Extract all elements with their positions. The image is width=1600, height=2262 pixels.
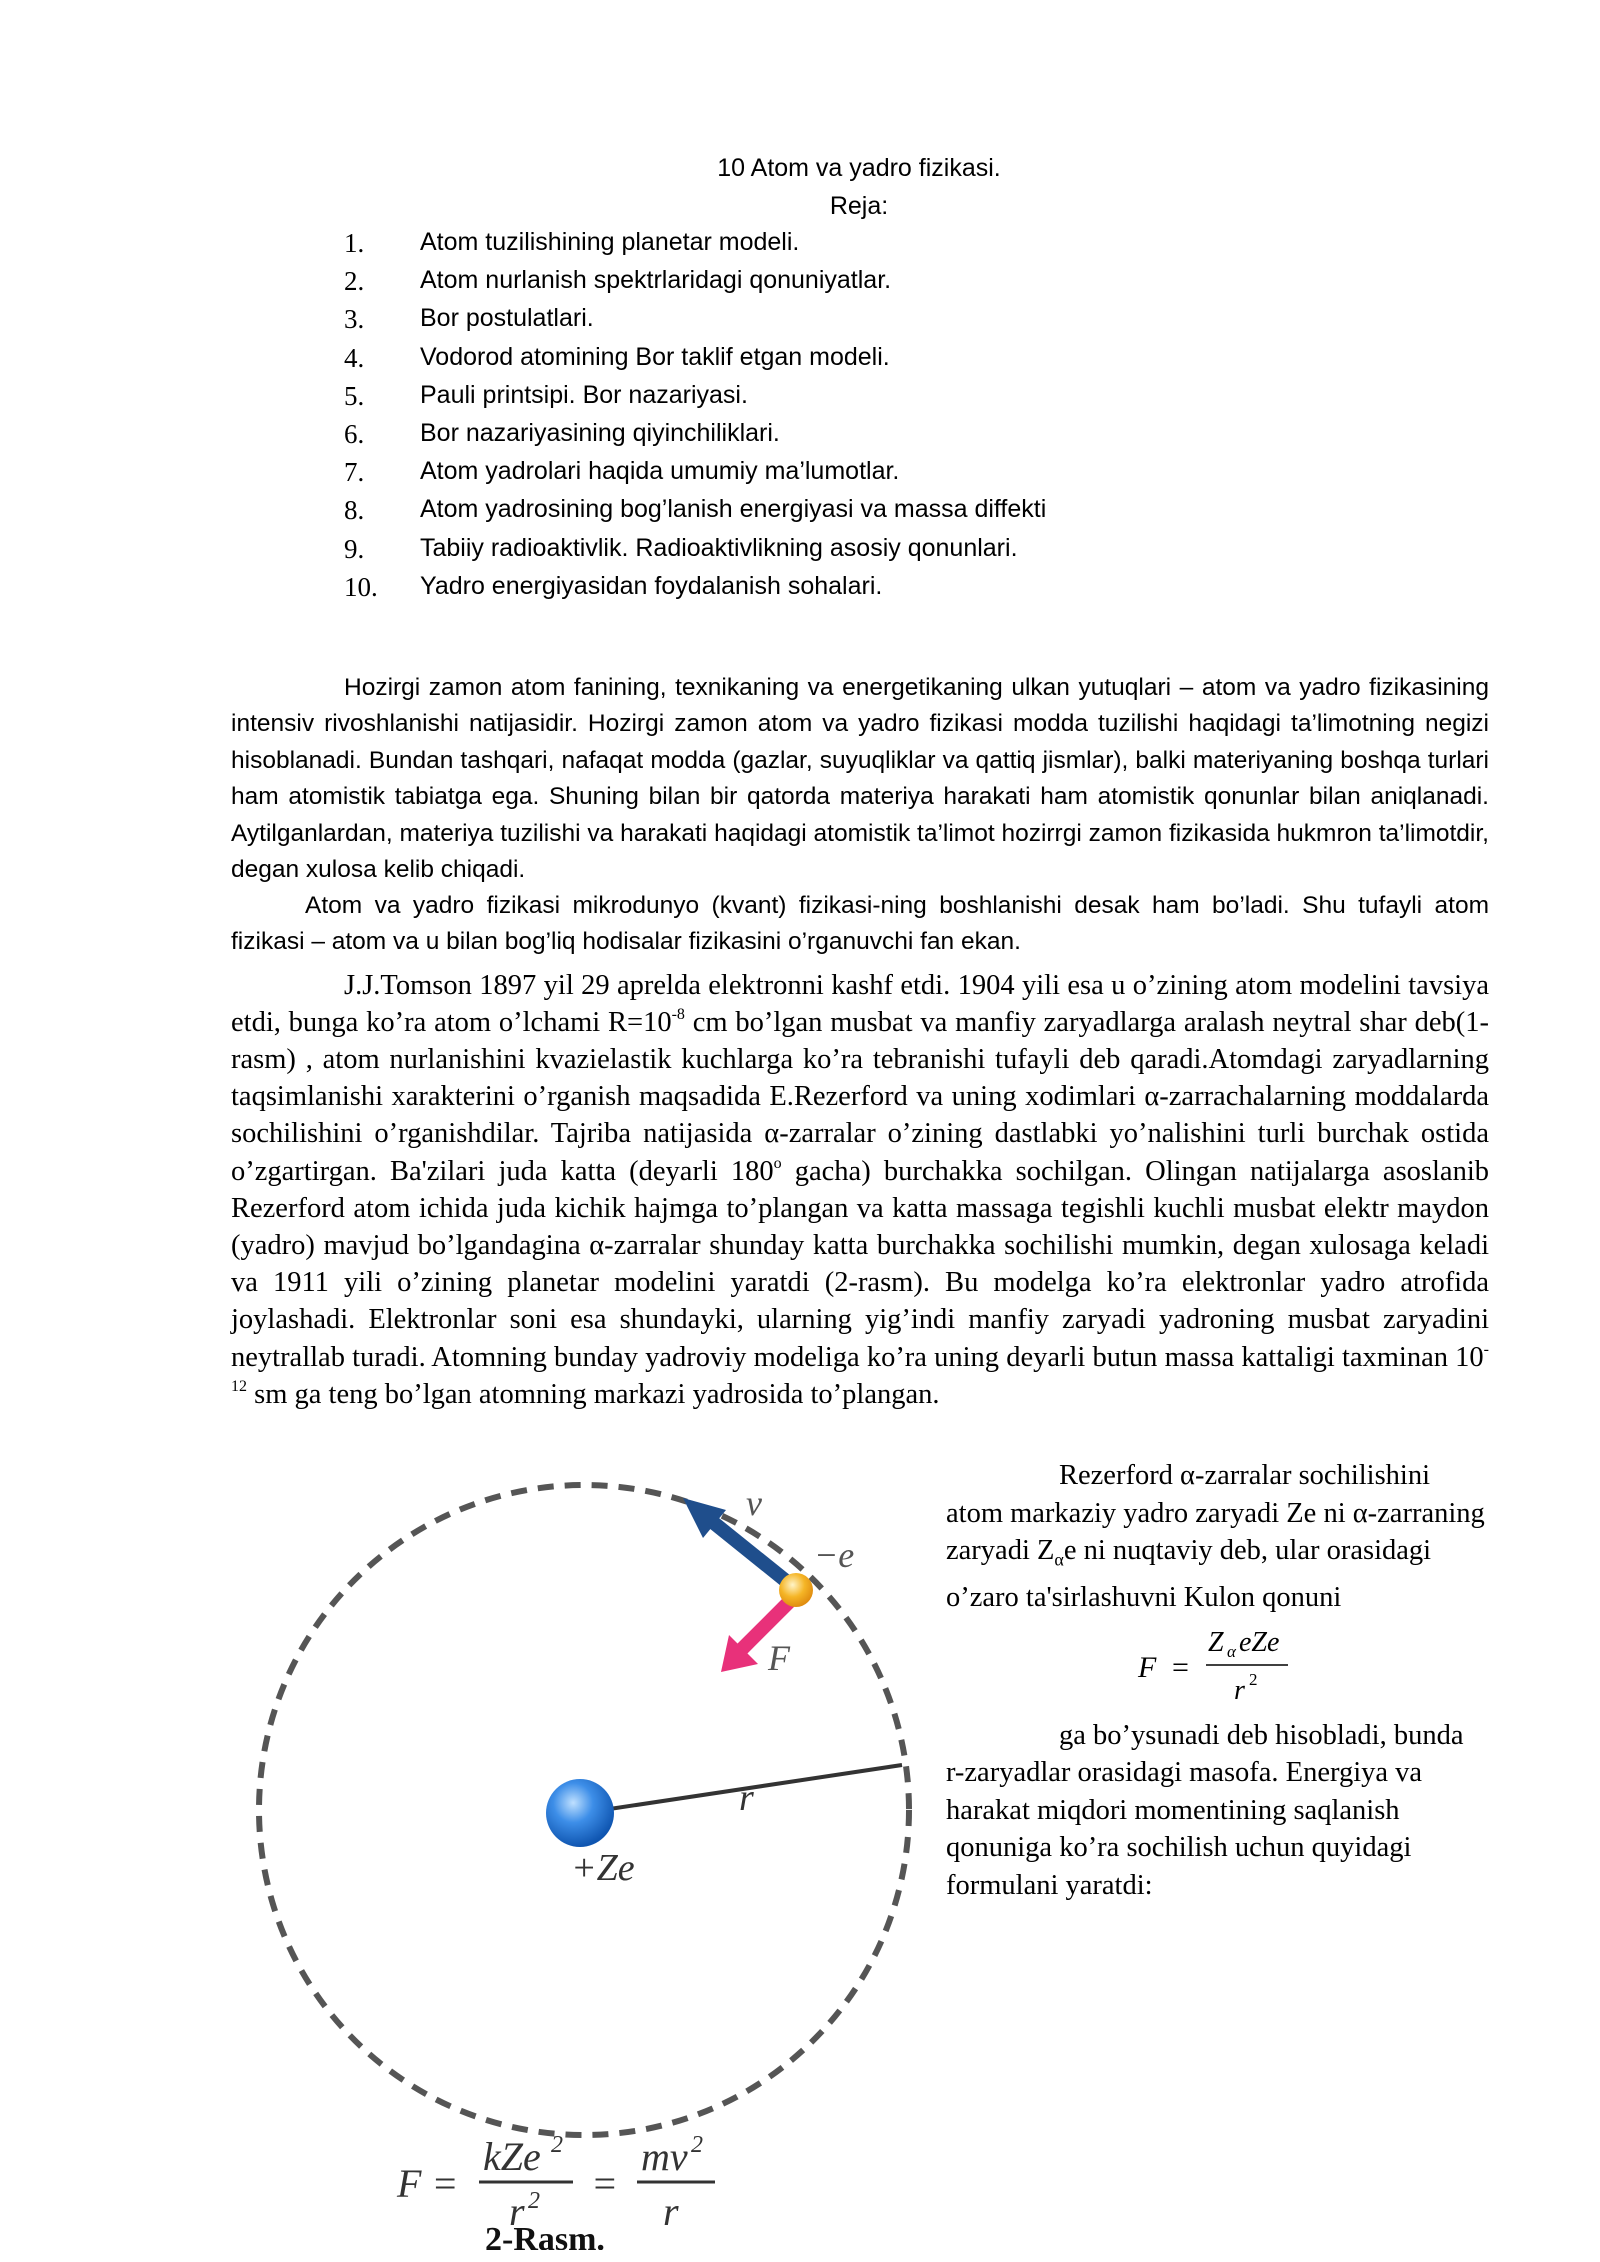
plan-item-number: 1.	[344, 228, 365, 258]
exponent-1: -8	[671, 1005, 685, 1023]
plan-item-text: Atom yadrolari haqida umumiy ma’lumotlar.	[420, 457, 900, 486]
plan-item-text: Atom tuzilishining planetar modeli.	[420, 228, 800, 256]
plan-item-number: 8.	[344, 495, 365, 526]
side-column	[946, 1457, 1486, 1904]
plan-item-number: 3.	[344, 304, 365, 335]
nucleus-label: +Ze	[571, 1847, 635, 1889]
figure-formula-den1: r	[509, 2189, 525, 2234]
figure-formula-num2-exp: 2	[691, 2132, 703, 2158]
formula-numerator-rest: eZe	[1239, 1626, 1280, 1658]
figure-caption: 2-Rasm.	[485, 2221, 605, 2250]
plan-item-number: 5.	[344, 380, 365, 411]
figure-formula-num1: kZe	[483, 2134, 541, 2179]
page-title: 10 Atom va yadro fizikasi.	[717, 154, 1001, 182]
main-text-3: gacha) burchakka sochilgan. Olingan natijalarga asoslanib Rezerford atom ichida juda kichik hajmga to’plangan va katta massaga tegishli kuchli musbat elektr maydon (yadro) mavjud bo’lgandagina α-zarralar shunday katta burchakka sochilishi mumkin, degan xulosaga keladi va 1911 yili o’zining planetar modelini yaratdi (2-rasm). Bu modelga ko’ra elektronlar yadro atrofida joylashadi. Elektronlar soni esa shundayki, ularning yig’indi manfiy zaryadi yadroning musbat zaryadini neytrallab turadi. Atomning bunday yadroviy modeliga ko’ra uning deyarli butun massa kattaligi taxminan 10	[231, 1155, 1489, 1373]
main-text-2: cm bo’lgan musbat va manfiy zaryadlarga aralash neytral shar deb(1-rasm) , atom nurlanishini kvazielastik kuchlarga ko’ra tebranishi tufayli deb qaradi.Atomdagi zaryadlarning taqsimlanishi xarakterini o’rganish maqsadida E.Rezerford va uning xodimlari α-zarrachalarning moddalarda sochilishini o’rganishdilar. Tajriba natijasida α-zarralar o’zining dastlabki yo’nalishini turli burchak ostida o’zgartirgan. Ba'zilari juda katta (deyarli 180	[231, 1006, 1489, 1187]
electron	[779, 1573, 813, 1607]
plan-item-text: Atom nurlanish spektrlaridagi qonuniyatlar.	[420, 266, 892, 295]
main-text-1: J.J.Tomson 1897 yil 29 aprelda elektronni kashf etdi. 1904 yili esa u o’zining atom modelini tavsiya etdi, bunga ko’ra atom o’lchami R=10	[231, 969, 1489, 1038]
side-paragraph-1	[946, 1457, 1486, 1617]
side-text-1b: e ni nuqtaviy deb, ular orasidagi o’zaro ta'sirlashuvni Kulon qonuni	[946, 1535, 1432, 1614]
figure-formula-num1-exp: 2	[551, 2132, 563, 2158]
radius-label: r	[739, 1777, 754, 1819]
figure-formula-den1-exp: 2	[528, 2188, 540, 2214]
formula-denominator-exp: 2	[1249, 1669, 1258, 1689]
formula-eq: =	[1172, 1650, 1189, 1684]
plan-item-text: Bor postulatlari.	[420, 304, 594, 333]
plan-item-number: 7.	[344, 457, 365, 488]
exponent-2: -12	[231, 1340, 1489, 1395]
formula-numerator-sub: α	[1227, 1641, 1236, 1661]
figure-formula-eq: =	[591, 2161, 618, 2206]
plan-item-text: Yadro energiyasidan foydalanish sohalari.	[420, 571, 883, 600]
formula-numerator-z: Z	[1208, 1626, 1224, 1658]
main-paragraph	[231, 967, 1489, 1413]
plan-item-text: Atom yadrosining bog’lanish energiyasi va massa diffekti	[420, 495, 1047, 524]
rutherford-model-figure	[231, 1480, 931, 2250]
plan-item-text: Tabiiy radioaktivlik. Radioaktivlikning asosiy qonunlari.	[420, 533, 1018, 562]
plan-item-number: 9.	[344, 533, 365, 564]
force-label: F	[768, 1638, 790, 1678]
degree-superscript: o	[773, 1154, 782, 1172]
figure-formula-lhs: F =	[397, 2161, 459, 2206]
intro-paragraph-2: Atom va yadro fizikasi mikrodunyo (kvant) fizikasi-ning boshlanishi desak ham bo’ladi. Shu tufayli atom fizikasi – atom va u bilan bog’liq hodisalar fizikasini o’rganuvchi fan ekan.	[231, 891, 1489, 955]
alpha-subscript: α	[1054, 1549, 1064, 1570]
electron-label: −e	[814, 1535, 855, 1575]
side-paragraph-2: ga bo’ysunadi deb hisobladi, bunda r-zaryadlar orasidagi masofa. Energiya va harakat miqdori momentining saqlanish qonuniga ko’ra sochilish uchun quyidagi formulani yaratdi:	[946, 1719, 1464, 1901]
plan-item-text: Vodorod atomining Bor taklif etgan modeli.	[420, 342, 890, 371]
velocity-label: v	[746, 1483, 762, 1523]
formula-lhs: F	[1138, 1650, 1157, 1684]
plan-item-number: 2.	[344, 266, 365, 297]
intro-paragraph-1: Hozirgi zamon atom fanining, texnikaning va energetikaning ulkan yutuqlari – atom va yadro fizikasining intensiv rivoshlanishi natijasidir. Hozirgi zamon atom va yadro fizikasi modda tuzilishi haqidagi ta’limotning negizi hisoblanadi. Bundan tashqari, nafaqat modda (gazlar, suyuqliklar va qattiq jismlar), balki materiyaning boshqa turlari ham atomistik tabiatga ega. Shuning bilan bir qatorda materiya harakati ham atomistik qonunlar bilan aniqlanadi. Aytilganlardan, materiya tuzilishi va harakati haqidagi atomistik ta’limot hozirrgi zamon fizikasida hukmron ta’limotdir, degan xulosa kelib chiqadi.	[231, 673, 1489, 883]
nucleus	[546, 1779, 614, 1847]
figure-formula-den2: r	[663, 2189, 679, 2234]
side-text-1a: Rezerford α-zarralar sochilishini atom markaziy yadro zaryadi Ze ni α-zarraning zaryadi Z	[946, 1460, 1485, 1566]
main-text-4: sm ga teng bo’lgan atomning markazi yadrosida to’plangan.	[247, 1378, 940, 1410]
plan-item-text: Pauli printsipi. Bor nazariyasi.	[420, 380, 748, 409]
figure-formula-num2: mv	[641, 2134, 688, 2179]
plan-item-text: Bor nazariyasining qiyinchiliklari.	[420, 419, 780, 447]
plan-heading: Reja:	[829, 192, 889, 220]
plan-item-number: 4.	[344, 342, 365, 373]
formula-denominator: r	[1234, 1674, 1245, 1706]
figure-formula	[396, 2132, 715, 2234]
plan-item-number: 6.	[344, 419, 365, 449]
coulomb-formula	[946, 1619, 1486, 1711]
plan-item-number: 10.	[344, 571, 378, 602]
